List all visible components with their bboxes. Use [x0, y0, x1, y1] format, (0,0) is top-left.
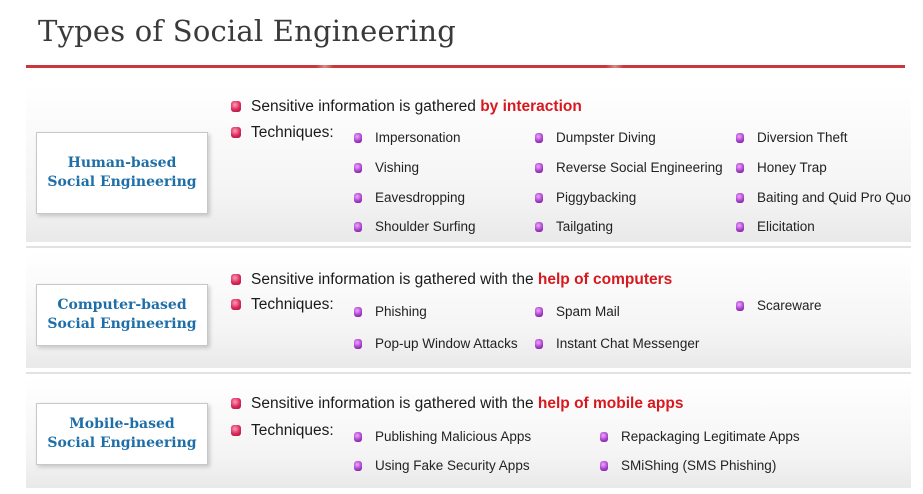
bullet-icon	[600, 432, 608, 442]
bullet-icon	[736, 193, 744, 203]
techniques-label: Techniques:	[251, 422, 334, 439]
technique-item: Shoulder Surfing	[354, 219, 476, 234]
bullet-icon	[736, 133, 744, 143]
technique-item: Scareware	[736, 298, 822, 313]
bullet-icon	[736, 163, 744, 173]
section-label-line: Computer-based	[57, 297, 187, 313]
technique-item: Instant Chat Messenger	[535, 336, 699, 351]
section-label-line: Social Engineering	[47, 316, 197, 332]
bullet-icon	[535, 163, 543, 173]
technique-item: Phishing	[354, 304, 427, 319]
description-highlight: help of mobile apps	[537, 395, 684, 412]
description-highlight: by interaction	[480, 98, 582, 115]
title-divider	[26, 65, 905, 68]
bullet-icon	[354, 133, 362, 143]
technique-item: SMiShing (SMS Phishing)	[600, 458, 776, 473]
technique-item: Diversion Theft	[736, 130, 848, 145]
section-label-mobile-based	[36, 403, 208, 465]
bullet-icon	[231, 299, 241, 310]
techniques-label: Techniques:	[251, 124, 334, 141]
technique-item: Eavesdropping	[354, 190, 465, 205]
bullet-icon	[231, 101, 241, 112]
technique-item: Spam Mail	[535, 304, 620, 319]
section-divider	[26, 372, 911, 374]
bullet-icon	[535, 222, 543, 232]
section-description: Sensitive information is gathered with the help of computers	[251, 271, 673, 288]
section-label-line: Social Engineering	[47, 435, 197, 451]
bullet-icon	[736, 222, 744, 232]
bullet-icon	[354, 307, 362, 317]
bullet-icon	[231, 425, 241, 436]
description-highlight: help of computers	[537, 271, 673, 288]
section-label-line: Mobile-based	[69, 416, 175, 432]
bullet-icon	[600, 461, 608, 471]
technique-item: Pop-up Window Attacks	[354, 336, 518, 351]
technique-item: Vishing	[354, 160, 419, 175]
technique-item: Elicitation	[736, 219, 815, 234]
technique-item: Tailgating	[535, 219, 613, 234]
section-label-human-based	[36, 132, 208, 214]
technique-item: Baiting and Quid Pro Quo	[736, 190, 911, 205]
bullet-icon	[354, 461, 362, 471]
section-label-line: Human-based	[67, 155, 177, 171]
bullet-icon	[535, 193, 543, 203]
section-description: Sensitive information is gathered by interaction	[251, 98, 582, 115]
section-description: Sensitive information is gathered with the help of mobile apps	[251, 395, 684, 412]
technique-item: Honey Trap	[736, 160, 827, 175]
bullet-icon	[354, 432, 362, 442]
technique-item: Piggybacking	[535, 190, 636, 205]
section-divider	[26, 246, 911, 248]
bullet-icon	[535, 133, 543, 143]
technique-item: Using Fake Security Apps	[354, 458, 530, 473]
technique-item: Dumpster Diving	[535, 130, 656, 145]
techniques-label: Techniques:	[251, 296, 334, 313]
section-label-computer-based	[36, 284, 208, 346]
bullet-icon	[354, 193, 362, 203]
bullet-icon	[354, 163, 362, 173]
bullet-icon	[354, 339, 362, 349]
technique-item: Publishing Malicious Apps	[354, 429, 531, 444]
technique-item: Reverse Social Engineering	[535, 160, 723, 175]
bullet-icon	[231, 127, 241, 138]
bullet-icon	[231, 274, 241, 285]
bullet-icon	[231, 398, 241, 409]
bullet-icon	[535, 307, 543, 317]
bullet-icon	[736, 301, 744, 311]
technique-item: Repackaging Legitimate Apps	[600, 429, 800, 444]
bullet-icon	[535, 339, 543, 349]
section-label-line: Social Engineering	[47, 174, 197, 190]
page-title: Types of Social Engineering	[38, 14, 457, 48]
technique-item: Impersonation	[354, 130, 461, 145]
bullet-icon	[354, 222, 362, 232]
